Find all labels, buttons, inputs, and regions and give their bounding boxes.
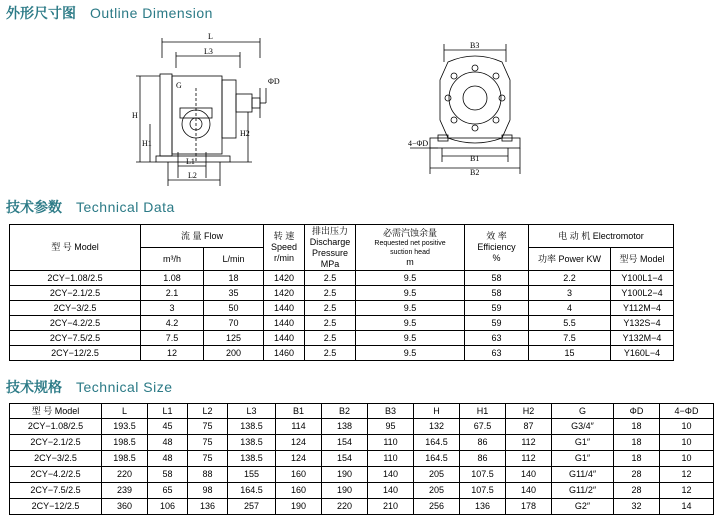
- size-cell: 2CY−12/2.5: [10, 499, 102, 515]
- size-cell: 210: [368, 499, 414, 515]
- cell-model: 2CY−2.1/2.5: [10, 286, 141, 301]
- size-header-cell: L2: [188, 404, 228, 419]
- cell-speed: 1440: [264, 331, 305, 346]
- table-row: [10, 301, 674, 316]
- cell-eff: 59: [465, 301, 529, 316]
- cell-model: 2CY−7.5/2.5: [10, 331, 141, 346]
- size-cell: 75: [188, 419, 228, 435]
- size-cell: 154: [322, 451, 368, 467]
- table-row: [10, 286, 674, 301]
- cell-lmin: 35: [204, 286, 264, 301]
- size-cell: 256: [414, 499, 460, 515]
- cell-lmin: 200: [204, 346, 264, 361]
- size-cell: 140: [368, 467, 414, 483]
- table-row: [10, 316, 674, 331]
- cell-npsh: 9.5: [356, 286, 465, 301]
- cell-pressure: 2.5: [305, 346, 356, 361]
- size-cell: 164.5: [228, 483, 276, 499]
- cell-npsh: 9.5: [356, 301, 465, 316]
- dim-4-phiD: 4−ΦD: [408, 139, 429, 148]
- size-cell: 2CY−7.5/2.5: [10, 483, 102, 499]
- dim-H: H: [132, 111, 138, 120]
- cell-m3h: 12: [141, 346, 204, 361]
- size-cell: 124: [276, 435, 322, 451]
- size-cell: 160: [276, 467, 322, 483]
- size-cell: 190: [276, 499, 322, 515]
- size-cell: 18: [614, 435, 660, 451]
- header-efficiency: 效 率 Efficiency %: [465, 225, 529, 271]
- dim-B3: B3: [470, 41, 480, 50]
- size-cell: 112: [506, 451, 552, 467]
- size-header-cell: 型 号 Model: [10, 404, 102, 419]
- cell-motor: Y132S−4: [611, 316, 674, 331]
- cell-motor: Y132M−4: [611, 331, 674, 346]
- cell-lmin: 18: [204, 271, 264, 286]
- size-cell: 112: [506, 435, 552, 451]
- size-header-cell: 4−ΦD: [660, 404, 714, 419]
- size-cell: 205: [414, 483, 460, 499]
- size-cell: 140: [368, 483, 414, 499]
- dim-G: G: [176, 81, 182, 90]
- size-cell: 75: [188, 435, 228, 451]
- size-cell: 12: [660, 483, 714, 499]
- size-cell: 2CY−1.08/2.5: [10, 419, 102, 435]
- size-cell: 164.5: [414, 451, 460, 467]
- dim-H1: H1: [142, 139, 152, 148]
- size-cell: 190: [322, 483, 368, 499]
- size-cell: 205: [414, 467, 460, 483]
- dim-B2: B2: [470, 168, 480, 177]
- size-header-cell: L: [102, 404, 148, 419]
- size-header-cell: ΦD: [614, 404, 660, 419]
- size-cell: 75: [188, 451, 228, 467]
- size-cell: 136: [188, 499, 228, 515]
- size-cell: 28: [614, 467, 660, 483]
- size-cell: 160: [276, 483, 322, 499]
- cell-motor: Y100L1−4: [611, 271, 674, 286]
- size-cell: 136: [460, 499, 506, 515]
- dim-L3: L3: [204, 47, 213, 56]
- size-cell: 110: [368, 451, 414, 467]
- size-cell: 86: [460, 451, 506, 467]
- size-cell: 360: [102, 499, 148, 515]
- cell-m3h: 1.08: [141, 271, 204, 286]
- header-flow-m3h: m³/h: [141, 248, 204, 271]
- cell-power: 4: [529, 301, 611, 316]
- cell-m3h: 3: [141, 301, 204, 316]
- cell-power: 15: [529, 346, 611, 361]
- cell-pressure: 2.5: [305, 331, 356, 346]
- cell-speed: 1460: [264, 346, 305, 361]
- size-cell: 28: [614, 483, 660, 499]
- size-cell: 107.5: [460, 467, 506, 483]
- size-header-cell: B1: [276, 404, 322, 419]
- cell-power: 5.5: [529, 316, 611, 331]
- size-header-cell: G: [552, 404, 614, 419]
- header-npsh: 必需汽蚀余量 Requested net positive suction head m: [356, 225, 465, 271]
- cell-motor: Y160L−4: [611, 346, 674, 361]
- table-row: [10, 419, 714, 435]
- dim-L2: L2: [188, 171, 197, 180]
- table-row: [10, 499, 714, 515]
- size-cell: 140: [506, 483, 552, 499]
- size-cell: 220: [322, 499, 368, 515]
- cell-power: 7.5: [529, 331, 611, 346]
- pump-front-view-drawing: [408, 40, 538, 182]
- cell-speed: 1440: [264, 301, 305, 316]
- size-cell: 220: [102, 467, 148, 483]
- size-cell: 14: [660, 499, 714, 515]
- cell-m3h: 7.5: [141, 331, 204, 346]
- cell-lmin: 70: [204, 316, 264, 331]
- cell-pressure: 2.5: [305, 316, 356, 331]
- header-motor-model: 型号 Model: [611, 248, 674, 271]
- cell-npsh: 9.5: [356, 346, 465, 361]
- cell-eff: 63: [465, 331, 529, 346]
- size-cell: 132: [414, 419, 460, 435]
- header-flow-lmin: L/min: [204, 248, 264, 271]
- size-cell: 190: [322, 467, 368, 483]
- size-cell: 10: [660, 451, 714, 467]
- size-cell: 18: [614, 419, 660, 435]
- cell-model: 2CY−1.08/2.5: [10, 271, 141, 286]
- cell-pressure: 2.5: [305, 271, 356, 286]
- cell-eff: 58: [465, 286, 529, 301]
- cell-model: 2CY−4.2/2.5: [10, 316, 141, 331]
- size-cell: 65: [148, 483, 188, 499]
- size-cell: 48: [148, 435, 188, 451]
- size-cell: G11/4″: [552, 467, 614, 483]
- size-cell: 95: [368, 419, 414, 435]
- header-speed: 转 速 Speed r/min: [264, 225, 305, 271]
- size-cell: 138: [322, 419, 368, 435]
- size-cell: 106: [148, 499, 188, 515]
- cell-eff: 58: [465, 271, 529, 286]
- cell-model: 2CY−12/2.5: [10, 346, 141, 361]
- cell-npsh: 9.5: [356, 316, 465, 331]
- size-header-cell: B3: [368, 404, 414, 419]
- size-cell: 110: [368, 435, 414, 451]
- pump-side-view-drawing: [120, 28, 300, 193]
- size-cell: 138.5: [228, 435, 276, 451]
- size-cell: G1″: [552, 435, 614, 451]
- size-cell: 18: [614, 451, 660, 467]
- technical-size-table: [9, 403, 714, 515]
- cell-speed: 1420: [264, 271, 305, 286]
- size-cell: 198.5: [102, 435, 148, 451]
- cell-speed: 1420: [264, 286, 305, 301]
- header-flow: 流 量 Flow: [141, 225, 264, 248]
- size-cell: 164.5: [414, 435, 460, 451]
- dim-H2: H2: [240, 129, 250, 138]
- size-cell: 154: [322, 435, 368, 451]
- cell-power: 2.2: [529, 271, 611, 286]
- cell-npsh: 9.5: [356, 331, 465, 346]
- table-row: [10, 435, 714, 451]
- size-cell: G1″: [552, 451, 614, 467]
- header-discharge: 排出压力 Discharge Pressure MPa: [305, 225, 356, 271]
- cell-pressure: 2.5: [305, 286, 356, 301]
- size-header-cell: H: [414, 404, 460, 419]
- size-cell: 10: [660, 435, 714, 451]
- size-cell: 45: [148, 419, 188, 435]
- size-cell: 2CY−4.2/2.5: [10, 467, 102, 483]
- size-cell: G2″: [552, 499, 614, 515]
- size-header-cell: H1: [460, 404, 506, 419]
- header-power: 功率 Power KW: [529, 248, 611, 271]
- technical-data-table: [9, 224, 674, 361]
- outline-dimension-title: 外形尺寸图 Outline Dimension: [6, 5, 213, 22]
- size-header-cell: H2: [506, 404, 552, 419]
- dim-L: L: [208, 32, 213, 41]
- table-row: [10, 483, 714, 499]
- size-cell: 193.5: [102, 419, 148, 435]
- cell-model: 2CY−3/2.5: [10, 301, 141, 316]
- table-row: [10, 451, 714, 467]
- size-cell: 88: [188, 467, 228, 483]
- cell-speed: 1440: [264, 316, 305, 331]
- cell-power: 3: [529, 286, 611, 301]
- size-cell: 198.5: [102, 451, 148, 467]
- size-cell: 178: [506, 499, 552, 515]
- cell-lmin: 50: [204, 301, 264, 316]
- cell-m3h: 4.2: [141, 316, 204, 331]
- cell-pressure: 2.5: [305, 301, 356, 316]
- cell-motor: Y100L2−4: [611, 286, 674, 301]
- size-header-cell: L1: [148, 404, 188, 419]
- size-header-cell: B2: [322, 404, 368, 419]
- dim-L1: L1: [186, 157, 195, 166]
- size-cell: G3/4″: [552, 419, 614, 435]
- size-cell: 257: [228, 499, 276, 515]
- size-cell: 107.5: [460, 483, 506, 499]
- cell-eff: 59: [465, 316, 529, 331]
- size-cell: 86: [460, 435, 506, 451]
- size-header-cell: L3: [228, 404, 276, 419]
- size-cell: 67.5: [460, 419, 506, 435]
- table-row: [10, 467, 714, 483]
- size-cell: 239: [102, 483, 148, 499]
- cell-eff: 63: [465, 346, 529, 361]
- dim-B1: B1: [470, 154, 480, 163]
- cell-motor: Y112M−4: [611, 301, 674, 316]
- header-model: 型 号 Model: [10, 225, 141, 271]
- size-cell: 98: [188, 483, 228, 499]
- size-cell: 155: [228, 467, 276, 483]
- table-row: [10, 271, 674, 286]
- size-cell: 124: [276, 451, 322, 467]
- size-cell: 10: [660, 419, 714, 435]
- size-cell: 87: [506, 419, 552, 435]
- technical-data-title: 技术参数 Technical Data: [6, 199, 175, 216]
- cell-npsh: 9.5: [356, 271, 465, 286]
- size-cell: 140: [506, 467, 552, 483]
- size-cell: 12: [660, 467, 714, 483]
- size-cell: 2CY−2.1/2.5: [10, 435, 102, 451]
- size-cell: 32: [614, 499, 660, 515]
- size-cell: 138.5: [228, 419, 276, 435]
- cell-m3h: 2.1: [141, 286, 204, 301]
- size-cell: 48: [148, 451, 188, 467]
- cell-lmin: 125: [204, 331, 264, 346]
- size-cell: 114: [276, 419, 322, 435]
- size-cell: 2CY−3/2.5: [10, 451, 102, 467]
- size-cell: 58: [148, 467, 188, 483]
- header-electromotor: 电 动 机 Electromotor: [529, 225, 674, 248]
- table-row: [10, 346, 674, 361]
- size-cell: G11/2″: [552, 483, 614, 499]
- technical-size-title: 技术规格 Technical Size: [6, 379, 173, 396]
- size-cell: 138.5: [228, 451, 276, 467]
- dim-phiD: ΦD: [268, 77, 280, 86]
- table-row: [10, 331, 674, 346]
